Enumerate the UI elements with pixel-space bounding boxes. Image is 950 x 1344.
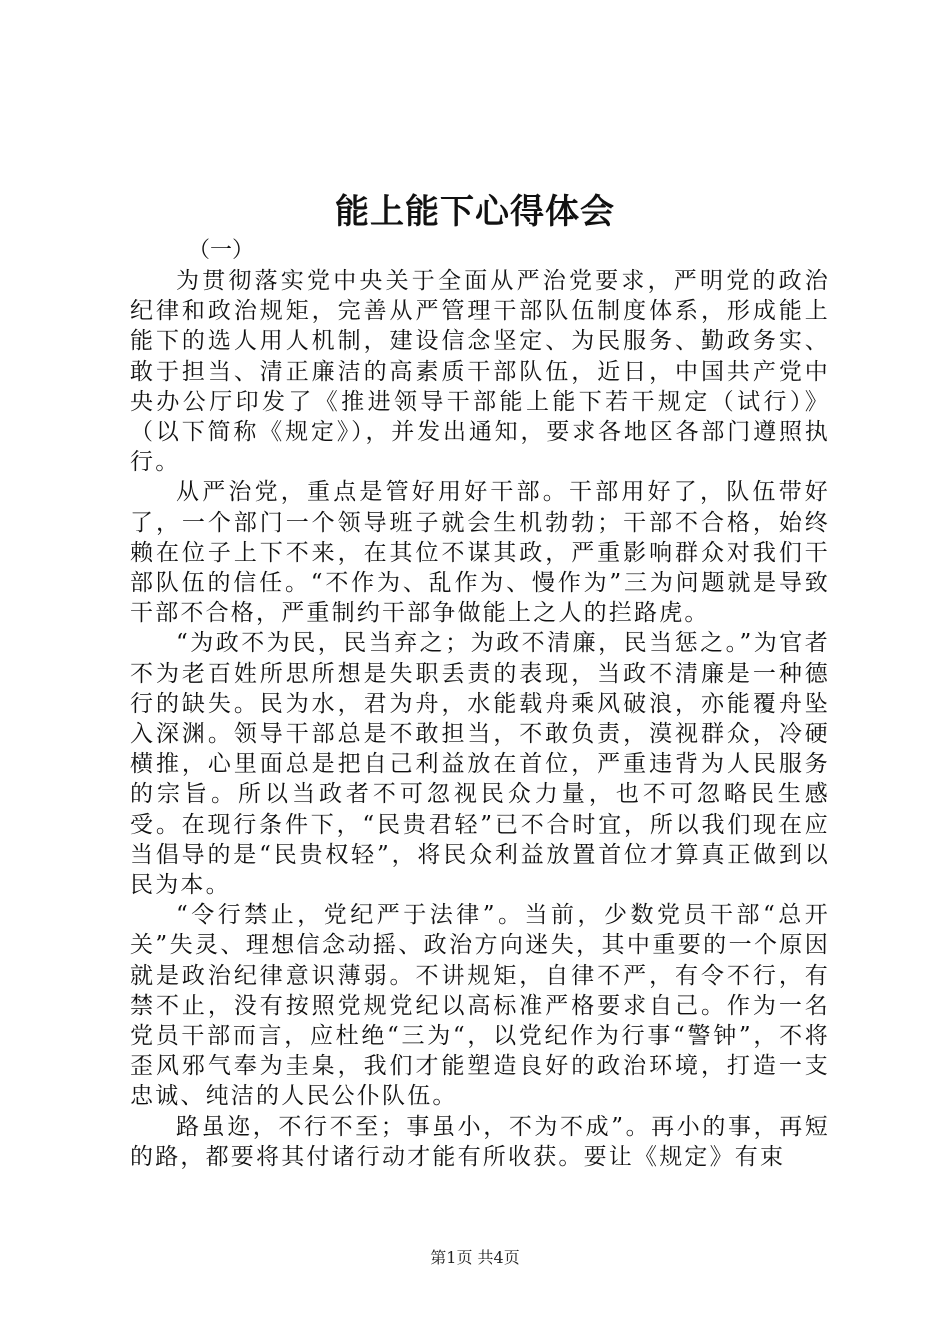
- paragraph: 为贯彻落实党中央关于全面从严治党要求，严明党的政治纪律和政治规矩，完善从严管理干部队伍制度体系，形成能上能下的选人用人机制，建设信念坚定、为民服务、勤政务实、敢于担当、清正廉洁的高素质干部队伍，近日，中国共产党中央办公厅印发了《推进领导干部能上能下若干规定（试行）》（以下简称《规定》），并发出通知，要求各地区各部门遵照执行。: [130, 268, 830, 476]
- paragraph: “令行禁止，党纪严于法律”。当前，少数党员干部“总开关”失灵、理想信念动摇、政治方向迷失，其中重要的一个原因就是政治纪律意识薄弱。不讲规矩，自律不严，有令不行，有禁不止，没有按照党规党纪以高标准严格要求自己。作为一名党员干部而言，应杜绝“三为“，以党纪作为行事“警钟”，不将歪风邪气奉为圭臬，我们才能塑造良好的政治环境，打造一支忠诚、纯洁的人民公仆队伍。: [130, 902, 830, 1110]
- paragraph: 从严治党，重点是管好用好干部。干部用好了，队伍带好了，一个部门一个领导班子就会生机勃勃；干部不合格，始终赖在位子上下不来，在其位不谋其政，严重影响群众对我们干部队伍的信任。“不作为、乱作为、慢作为”三为问题就是导致干部不合格，严重制约干部争做能上之人的拦路虎。: [130, 479, 830, 627]
- paragraph: “为政不为民，民当弃之；为政不清廉，民当惩之。”为官者不为老百姓所思所想是失职丢责的表现，当政不清廉是一种德行的缺失。民为水，君为舟，水能载舟乘风破浪，亦能覆舟坠入深渊。领导干部总是不敢担当，不敢负责，漠视群众，冷硬横推，心里面总是把自己利益放在首位，严重违背为人民服务的宗旨。所以当政者不可忽视民众力量，也不可忽略民生感受。在现行条件下，“民贵君轻”已不合时宜，所以我们现在应当倡导的是“民贵权轻”，将民众利益放置首位才算真正做到以民为本。: [130, 630, 830, 899]
- section-number: （一）: [188, 238, 255, 263]
- document-body: [130, 266, 830, 1172]
- page-footer: 第1页 共4页: [430, 1248, 520, 1267]
- paragraph: 路虽迩，不行不至；事虽小，不为不成”。再小的事，再短的路，都要将其付诸行动才能有所收获。要让《规定》有束: [130, 1113, 830, 1170]
- document-title: 能上能下心得体会: [335, 192, 615, 232]
